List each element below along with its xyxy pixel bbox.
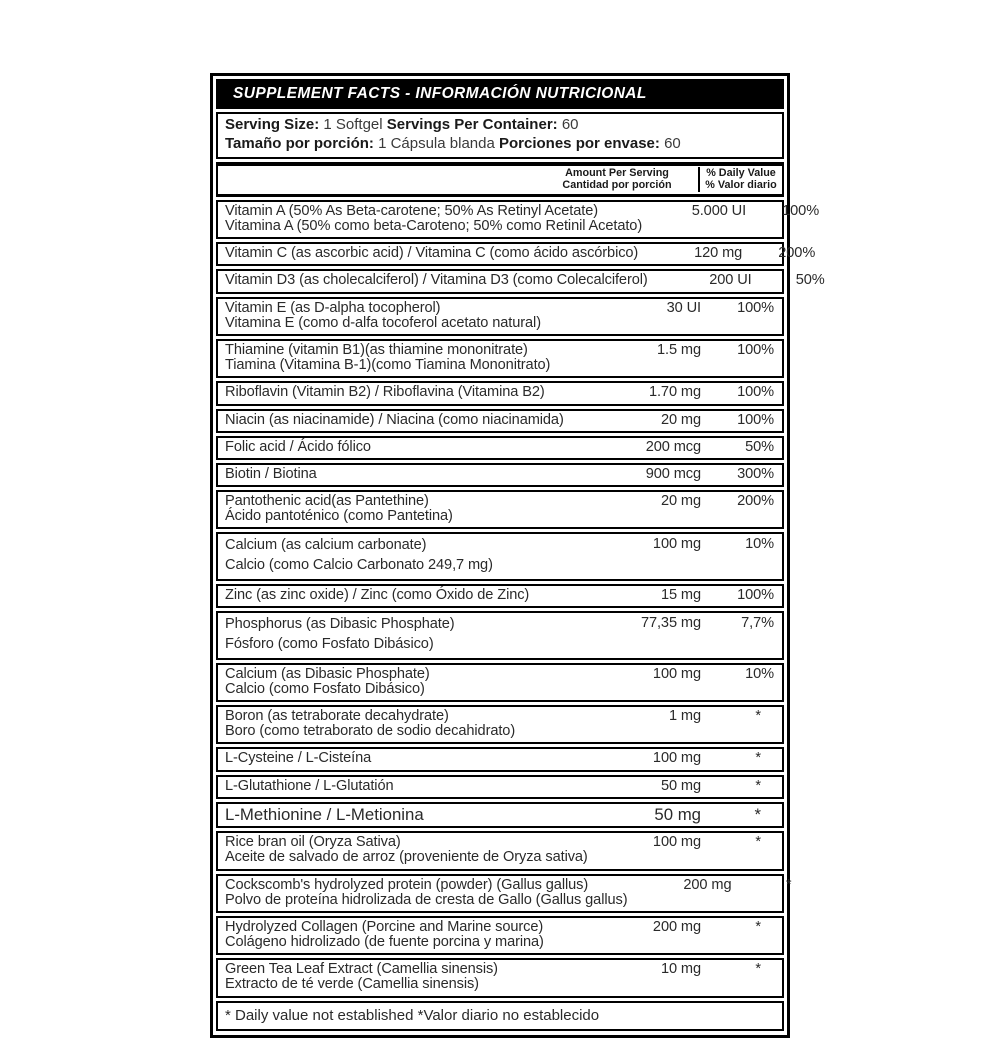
ingredient-name-en: Biotin / Biotina	[225, 465, 317, 482]
ingredient-name	[225, 204, 642, 234]
ingredient-daily-value: *	[755, 918, 761, 935]
ingredient-name-en: Boron (as tetraborate decahydrate)	[225, 708, 449, 725]
ingredient-name-en: L-Cysteine / L-Cisteína	[225, 750, 372, 767]
ingredient-daily-value: 100%	[737, 299, 774, 316]
ingredient-daily-value: *	[755, 750, 761, 767]
ingredient-daily-value: 100%	[737, 411, 774, 428]
ingredient-name-en: Pantothenic acid(as Pantethine)	[225, 493, 429, 510]
ingredient-name-es: Calcio (como Calcio Carbonato 249,7 mg)	[225, 557, 493, 574]
ingredient-name	[225, 835, 597, 865]
ingredient-row	[216, 490, 784, 529]
servings-per-container-label-en: Servings Per Container:	[386, 116, 558, 133]
ingredient-name-es: Polvo de proteína hidrolizada de cresta de Gallo (Gallus gallus)	[225, 891, 628, 908]
ingredient-name-en: Calcium (as calcium carbonate)	[225, 537, 427, 554]
amount-column-header	[536, 167, 700, 192]
ingredient-row	[216, 200, 820, 239]
ingredient-name	[225, 246, 638, 261]
ingredient-name	[225, 588, 597, 603]
ingredient-daily-value: 10%	[745, 536, 774, 553]
ingredient-name-en: Vitamin E (as D-alpha tocopherol)	[225, 299, 441, 316]
ingredient-name-en: L-Glutathione / L-Glutatión	[225, 777, 394, 794]
ingredient-name-es: Fósforo (como Fosfato Dibásico)	[225, 635, 434, 652]
ingredient-name	[225, 751, 597, 766]
ingredient-daily-value: 10%	[745, 665, 774, 682]
ingredient-name	[225, 779, 597, 794]
ingredient-daily-value: *	[754, 804, 761, 824]
ingredient-amount: 30 UI	[666, 299, 701, 316]
ingredient-daily-value: 7,7%	[741, 615, 774, 632]
supplement-facts-label	[210, 73, 825, 1038]
ingredient-name-en: Green Tea Leaf Extract (Camellia sinensis)	[225, 961, 498, 978]
serving-size-value-es: 1 Cápsula blanda	[378, 134, 495, 152]
ingredient-daily-value: 50%	[745, 438, 774, 455]
ingredient-amount: 1 mg	[668, 708, 701, 725]
column-header-row	[216, 162, 784, 197]
ingredient-name	[225, 467, 597, 482]
ingredient-name-es: Aceite de salvado de arroz (proveniente de Oryza sativa)	[225, 849, 588, 866]
ingredient-amount: 5.000 UI	[691, 202, 747, 219]
daily-value-header-en: % Daily Value	[706, 166, 776, 179]
ingredient-amount: 10 mg	[660, 961, 701, 978]
ingredient-name-en: L-Methionine / L-Metionina	[225, 804, 424, 824]
ingredient-row	[216, 705, 784, 744]
ingredient-row	[216, 297, 784, 336]
ingredient-name-en: Cockscomb's hydrolyzed protein (powder) (Gallus gallus)	[225, 876, 589, 893]
ingredient-name-es: Vitamina E (como d-alfa tocoferol acetato natural)	[225, 314, 541, 331]
ingredient-row	[216, 436, 784, 460]
ingredient-name-es: Vitamina A (50% como beta-Caroteno; 50% como Retinil Acetato)	[225, 218, 643, 235]
ingredient-amount: 50 mg	[660, 777, 701, 794]
ingredient-name	[225, 440, 597, 455]
ingredient-name-es: Tiamina (Vitamina B-1)(como Tiamina Mononitrato)	[225, 357, 551, 374]
servings-per-container-value-en: 60	[561, 116, 579, 133]
ingredient-name	[225, 962, 597, 992]
ingredient-name-en: Folic acid / Ácido fólico	[225, 438, 371, 455]
ingredient-name-en: Calcium (as Dibasic Phosphate)	[225, 665, 430, 682]
ingredient-name-en: Rice bran oil (Oryza Sativa)	[225, 834, 401, 851]
ingredient-amount: 100 mg	[652, 536, 701, 553]
serving-line-en	[225, 116, 774, 135]
ingredient-daily-value: 200%	[778, 245, 816, 262]
daily-value-header-es: % Valor diario	[705, 179, 777, 192]
ingredient-row	[216, 802, 784, 828]
ingredient-row	[216, 409, 784, 433]
ingredient-name-en: Phosphorus (as Dibasic Phosphate)	[225, 616, 455, 633]
ingredient-rows	[216, 200, 825, 998]
ingredient-daily-value: *	[755, 834, 761, 851]
servings-per-container-label-es: Porciones por envase:	[499, 134, 660, 152]
ingredient-name-en: Vitamin A (50% As Beta-carotene; 50% As Retinyl Acetate)	[225, 202, 598, 219]
serving-line-es	[225, 135, 774, 154]
ingredient-name-es: Ácido pantoténico (como Pantetina)	[225, 508, 453, 525]
amount-header-es: Cantidad por porción	[562, 179, 672, 192]
ingredient-daily-value: *	[785, 876, 792, 893]
ingredient-name	[225, 920, 597, 950]
servings-per-container-value-es: 60	[664, 134, 681, 152]
ingredient-daily-value: 200%	[737, 493, 774, 510]
serving-size-label-es: Tamaño por porción:	[225, 134, 374, 152]
ingredient-row	[216, 831, 784, 870]
ingredient-amount: 100 mg	[652, 665, 701, 682]
ingredient-name	[225, 615, 597, 655]
serving-size-value-en: 1 Softgel	[323, 116, 383, 133]
ingredient-row	[216, 874, 792, 913]
serving-info-box	[216, 112, 784, 159]
ingredient-name	[225, 667, 597, 697]
ingredient-amount: 1.70 mg	[648, 384, 701, 401]
daily-value-column-header	[700, 167, 782, 192]
ingredient-row	[216, 339, 784, 378]
ingredient-row	[216, 775, 784, 799]
ingredient-daily-value: *	[755, 777, 761, 794]
ingredient-row	[216, 463, 784, 487]
ingredient-row	[216, 584, 784, 608]
ingredient-daily-value: 100%	[737, 342, 774, 358]
ingredient-name	[225, 709, 597, 739]
ingredient-daily-value: 50%	[795, 272, 825, 289]
ingredient-amount: 1.5 mg	[656, 342, 701, 358]
ingredient-name-en: Riboflavin (Vitamin B2) / Riboflavina (Vitamina B2)	[225, 384, 545, 401]
ingredient-name-en: Vitamin C (as ascorbic acid) / Vitamina C (como ácido ascórbico)	[225, 245, 639, 262]
ingredient-row	[216, 269, 825, 293]
column-header-spacer	[218, 167, 536, 192]
ingredient-daily-value: 100%	[737, 586, 774, 603]
ingredient-amount: 77,35 mg	[640, 615, 701, 632]
footnote: * Daily value not established *Valor diario no establecido	[216, 1001, 784, 1031]
ingredient-amount: 200 mg	[652, 918, 701, 935]
ingredient-name-en: Thiamine (vitamin B1)(as thiamine mononitrate)	[225, 342, 528, 358]
ingredient-name-es: Extracto de té verde (Camellia sinensis)	[225, 976, 479, 993]
ingredient-name-es: Colágeno hidrolizado (de fuente porcina y marina)	[225, 934, 544, 951]
ingredient-amount: 100 mg	[652, 834, 701, 851]
ingredient-daily-value: *	[755, 961, 761, 978]
ingredient-row	[216, 381, 784, 405]
ingredient-row	[216, 663, 784, 702]
ingredient-row	[216, 242, 816, 266]
ingredient-name	[225, 806, 597, 823]
ingredient-name	[225, 385, 597, 400]
ingredient-name	[225, 413, 597, 428]
ingredient-row	[216, 611, 784, 660]
amount-header-en: Amount Per Serving	[565, 166, 669, 179]
ingredient-amount: 20 mg	[660, 493, 701, 510]
ingredient-name	[225, 536, 597, 576]
ingredient-amount: 200 UI	[709, 272, 752, 289]
ingredient-amount: 20 mg	[660, 411, 701, 428]
ingredient-amount: 200 mcg	[645, 438, 701, 455]
ingredient-row	[216, 916, 784, 955]
ingredient-daily-value: 100%	[737, 384, 774, 401]
label-title: SUPPLEMENT FACTS - INFORMACIÓN NUTRICIONAL	[216, 79, 784, 109]
ingredient-name-en: Zinc (as zinc oxide) / Zinc (como Óxido de Zinc)	[225, 586, 530, 603]
ingredient-name	[225, 301, 597, 331]
ingredient-name	[225, 878, 627, 908]
ingredient-name	[225, 343, 597, 373]
serving-size-label-en: Serving Size:	[225, 116, 320, 133]
ingredient-row	[216, 958, 784, 997]
ingredient-name-en: Niacin (as niacinamide) / Niacina (como niacinamida)	[225, 411, 564, 428]
ingredient-row	[216, 532, 784, 581]
ingredient-name	[225, 494, 597, 524]
ingredient-daily-value: *	[755, 708, 761, 725]
ingredient-amount: 900 mcg	[645, 465, 701, 482]
ingredient-name-es: Calcio (como Fosfato Dibásico)	[225, 680, 425, 697]
ingredient-amount: 100 mg	[652, 750, 701, 767]
ingredient-daily-value: 300%	[737, 465, 774, 482]
ingredient-amount: 120 mg	[694, 245, 743, 262]
ingredient-amount: 15 mg	[660, 586, 701, 603]
ingredient-amount: 200 mg	[683, 876, 732, 893]
ingredient-name-es: Boro (como tetraborato de sodio decahidrato)	[225, 723, 516, 740]
ingredient-name	[225, 273, 648, 288]
ingredient-name-en: Vitamin D3 (as cholecalciferol) / Vitamina D3 (como Colecalciferol)	[225, 272, 648, 289]
ingredient-row	[216, 747, 784, 771]
ingredient-amount: 50 mg	[654, 804, 701, 824]
ingredient-daily-value: 100%	[782, 202, 820, 219]
ingredient-name-en: Hydrolyzed Collagen (Porcine and Marine source)	[225, 918, 544, 935]
